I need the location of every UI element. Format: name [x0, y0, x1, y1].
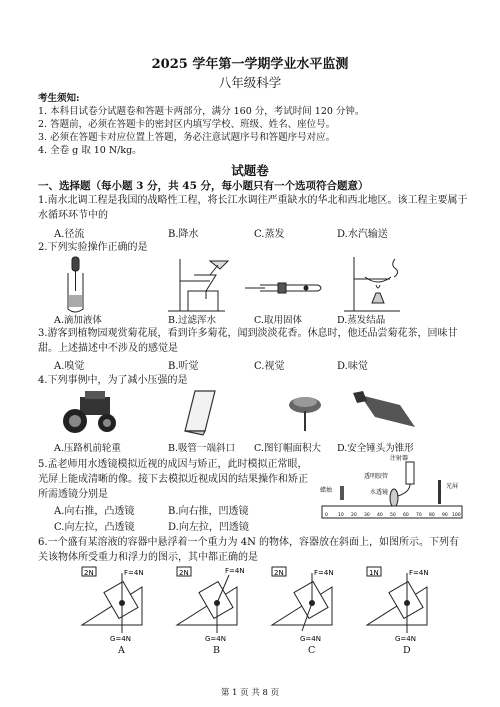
q6-diagram-d	[367, 567, 429, 643]
svg-text:1N: 1N	[369, 569, 379, 577]
q2-caption-b: B.过滤浑水	[168, 315, 217, 326]
label-screen: 光屏	[446, 483, 459, 490]
svg-text:100: 100	[452, 513, 461, 518]
q6-label-b: B	[213, 645, 220, 656]
q5-option-b: B.向右推，凹透镜	[168, 506, 249, 517]
q6-diagram-b	[177, 567, 245, 643]
svg-text:G=4N: G=4N	[395, 635, 416, 643]
svg-text:0: 0	[325, 513, 328, 518]
solid-transfer-figure	[245, 283, 321, 293]
q3-option-b: B.听觉	[168, 361, 199, 372]
svg-text:G=4N: G=4N	[300, 635, 321, 643]
q6-label-a: A	[118, 645, 125, 656]
notice-item: 4. 全卷 g 取 10 N/kg。	[38, 145, 142, 156]
q5-option-d: D.向左拉，凹透镜	[168, 522, 249, 533]
svg-text:90: 90	[442, 513, 448, 518]
section-heading: 一、选择题（每小题 3 分，共 45 分，每小题只有一个选项符合题意）	[38, 180, 369, 192]
svg-text:2N: 2N	[84, 569, 94, 577]
q3-option-d: D.味觉	[337, 361, 368, 372]
svg-text:40: 40	[377, 513, 383, 518]
exam-subject: 八年级科学	[218, 75, 282, 90]
dropper-tube-figure	[68, 257, 83, 312]
q5-water-lens-figure	[318, 452, 468, 527]
svg-text:50: 50	[390, 513, 396, 518]
q6-force-diagrams	[80, 565, 460, 643]
label-candle: 蜡烛	[320, 487, 333, 494]
svg-text:60: 60	[403, 513, 409, 518]
q5-option-a: A.向右推，凸透镜	[54, 506, 135, 517]
notice-item: 2. 答题前，必须在答题卡的密封区内填写学校、班级、姓名、座位号。	[38, 119, 336, 130]
road-roller-icon	[63, 391, 116, 433]
q3-option-c: C.视觉	[254, 361, 285, 372]
svg-text:10: 10	[338, 513, 344, 518]
q4-caption-c: C.图钉帽面积大	[254, 443, 321, 454]
q4-figures	[55, 387, 475, 437]
label-lens: 水透镜	[370, 489, 389, 496]
page-footer: 第 1 页 共 8 页	[220, 688, 280, 698]
q4-caption-a: A.压路机前轮重	[54, 443, 121, 454]
q4-caption-d: D.安全锤头为锥形	[337, 443, 414, 454]
q5-option-c: C.向左拉，凸透镜	[54, 522, 135, 533]
svg-text:2N: 2N	[274, 569, 284, 577]
svg-text:70: 70	[416, 513, 422, 518]
q2-caption-a: A.滴加液体	[54, 315, 102, 326]
svg-text:20: 20	[351, 513, 357, 518]
question-3: 3.游客到植物园观赏菊花展，看到许多菊花，闻到淡淡花香。休息时，他还品尝菊花茶，回味甘甜。上述描述中不涉及的感觉是	[38, 328, 458, 354]
svg-text:2N: 2N	[179, 569, 189, 577]
svg-text:F=4N: F=4N	[409, 569, 429, 577]
question-1: 1.南水北调工程是我国的战略性工程，将长江水调往严重缺水的华北和西北地区。该工程主要属于水循环环节中的	[38, 195, 468, 221]
svg-text:G=4N: G=4N	[205, 635, 226, 643]
q6-diagram-c	[272, 567, 334, 643]
q1-option-b: B.降水	[168, 229, 199, 240]
q4-caption-b: B.吸管一端斜口	[168, 443, 236, 454]
q2-lab-figures	[60, 255, 460, 315]
svg-text:G=4N: G=4N	[110, 635, 131, 643]
filtration-figure	[168, 259, 228, 311]
svg-text:F=4N: F=4N	[225, 567, 245, 575]
svg-text:F=4N: F=4N	[314, 569, 334, 577]
q1-option-c: C.蒸发	[254, 229, 285, 240]
q1-option-a: A.径流	[54, 229, 85, 240]
straw-icon	[185, 391, 215, 435]
notice-item: 3. 必须在答题卡对应位置上答题，务必注意试题序号和答题序号对应。	[38, 132, 336, 143]
svg-text:30: 30	[364, 513, 370, 518]
paper-title: 试题卷	[231, 163, 269, 178]
svg-text:F=4N: F=4N	[124, 569, 144, 577]
question-5: 5.孟老师用水透镜模拟近视的成因与矫正，此时模拟正常眼，光屏上能成清晰的像。接下去模拟近视成因的结果操作和矫正所需透镜分别是	[38, 459, 308, 500]
q2-caption-d: D.蒸发结晶	[337, 315, 386, 326]
q6-diagram-a	[82, 567, 144, 643]
notice-item: 1. 本科目试卷分试题卷和答题卡两部分，满分 160 分，考试时间 120 分钟。	[38, 106, 365, 117]
question-2: 2.下列实验操作正确的是	[38, 242, 148, 253]
q1-option-d: D.水汽输送	[337, 229, 388, 240]
exam-title: 2025 学年第一学期学业水平监测	[151, 57, 349, 72]
q3-option-a: A.嗅觉	[54, 361, 85, 372]
thumbtack-icon	[289, 397, 321, 431]
safety-hammer-icon	[353, 391, 415, 427]
evaporation-figure	[344, 257, 400, 311]
q6-label-d: D	[403, 645, 411, 656]
label-syringe: 注射器	[390, 455, 409, 462]
q2-caption-c: C.取用固体	[254, 315, 302, 326]
question-6: 6.一个盛有某溶液的容器中悬浮着一个重力为 4N 的物体，容器放在斜面上，如图所示。下列有关该物体所受重力和浮力的图示，其中都正确的是	[38, 537, 460, 563]
label-tube: 透明胶管	[364, 473, 389, 480]
q6-label-c: C	[308, 645, 316, 656]
question-4: 4.下列事例中，为了减小压强的是	[38, 375, 188, 386]
notice-heading: 考生须知:	[38, 93, 80, 104]
svg-text:80: 80	[429, 513, 435, 518]
